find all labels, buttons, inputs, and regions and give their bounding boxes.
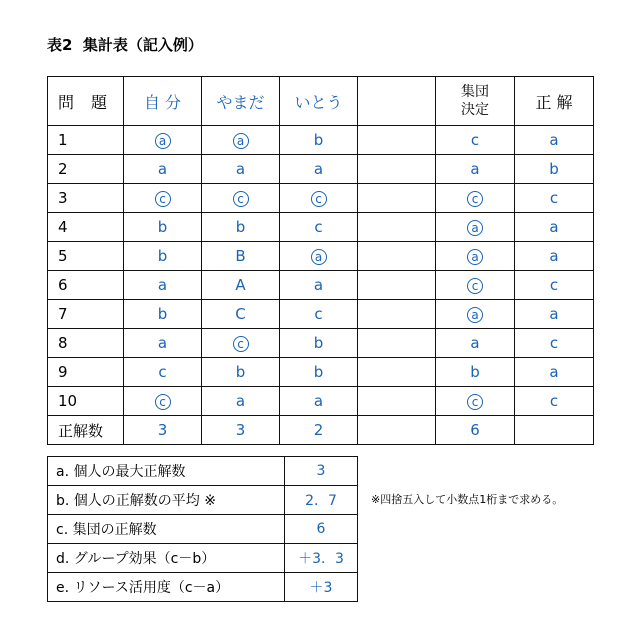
cell-itou: [280, 329, 358, 358]
answer-value: c: [314, 305, 323, 323]
cell-blank: [358, 358, 436, 387]
cell-blank: [358, 126, 436, 155]
header-group-line2: 決定: [461, 102, 489, 118]
answer-value: C: [235, 305, 246, 323]
header-row: [48, 77, 594, 126]
cell-yamada: [202, 155, 280, 184]
cell-itou: [280, 358, 358, 387]
cell-group: [436, 155, 515, 184]
summary-value: ＋3: [285, 573, 358, 602]
problem-number: [48, 271, 124, 300]
answer-value: 7: [58, 305, 68, 323]
summary-label: a. 個人の最大正解数: [48, 457, 285, 486]
summary-value: 2．7: [285, 486, 358, 515]
table-row: [48, 329, 594, 358]
totals-group: 6: [436, 416, 515, 445]
tally-table: [47, 76, 594, 445]
problem-number: [48, 213, 124, 242]
table-row: [48, 271, 594, 300]
cell-self: [124, 387, 202, 416]
summary-value: 6: [285, 515, 358, 544]
cell-blank: [358, 271, 436, 300]
table-row: [48, 213, 594, 242]
rounding-note: ※四捨五入して小数点1桁まで求める。: [371, 493, 564, 506]
totals-answer: [515, 416, 594, 445]
header-group-line1: 集団: [461, 84, 489, 100]
answer-value: 10: [58, 392, 78, 410]
answer-value: a: [313, 392, 324, 410]
cell-answer: [515, 271, 594, 300]
answer-value: 8: [58, 334, 68, 352]
problem-number: [48, 126, 124, 155]
answer-value: A: [235, 276, 246, 294]
cell-self: [124, 300, 202, 329]
answer-value: c: [470, 131, 480, 149]
problem-number: [48, 155, 124, 184]
cell-group: [436, 387, 515, 416]
answer-value: a: [313, 160, 324, 178]
header-group-decision: [436, 77, 515, 126]
circled-answer: c: [233, 191, 249, 207]
answer-value: a: [157, 334, 168, 352]
cell-self: [124, 126, 202, 155]
table-row: [48, 358, 594, 387]
answer-value: a: [157, 160, 168, 178]
answer-value: b: [470, 363, 480, 381]
header-answer: 正 解: [515, 77, 594, 126]
header-problem: 問 題: [48, 77, 124, 126]
problem-number: [48, 300, 124, 329]
cell-blank: [358, 213, 436, 242]
cell-self: [124, 184, 202, 213]
summary-row: [48, 486, 358, 515]
answer-value: c: [549, 189, 559, 207]
answer-value: c: [549, 392, 559, 410]
answer-value: b: [313, 334, 324, 352]
cell-group: [436, 300, 515, 329]
cell-group: [436, 329, 515, 358]
circled-answer: a: [467, 249, 483, 265]
cell-blank: [358, 329, 436, 358]
cell-yamada: [202, 387, 280, 416]
cell-itou: [280, 213, 358, 242]
circled-answer: c: [467, 191, 483, 207]
circled-answer: a: [467, 220, 483, 236]
answer-value: b: [235, 363, 246, 381]
answer-value: c: [549, 334, 559, 352]
answer-value: 5: [58, 247, 68, 265]
answer-value: a: [549, 247, 559, 265]
cell-answer: [515, 155, 594, 184]
cell-answer: [515, 242, 594, 271]
summary-label: e. リソース活用度（c－a）: [48, 573, 285, 602]
summary-label: d. グループ効果（c－b）: [48, 544, 285, 573]
cell-yamada: [202, 242, 280, 271]
answer-value: a: [235, 160, 246, 178]
circled-answer: c: [311, 191, 327, 207]
summary-table: [47, 456, 358, 602]
answer-value: b: [235, 218, 246, 236]
answer-value: c: [314, 218, 323, 236]
cell-blank: [358, 300, 436, 329]
cell-itou: [280, 155, 358, 184]
cell-group: [436, 358, 515, 387]
totals-yamada: 3: [202, 416, 280, 445]
answer-value: 1: [58, 131, 68, 149]
circled-answer: c: [467, 278, 483, 294]
header-yamada: やまだ: [202, 77, 280, 126]
summary-value: ＋3．3: [285, 544, 358, 573]
answer-value: b: [549, 160, 559, 178]
answer-value: 3: [58, 189, 68, 207]
answer-value: 9: [58, 363, 68, 381]
table-row: [48, 387, 594, 416]
answer-value: c: [549, 276, 559, 294]
summary-row: [48, 544, 358, 573]
circled-answer: c: [233, 336, 249, 352]
circled-answer: a: [233, 133, 249, 149]
answer-value: c: [158, 363, 167, 381]
summary-rows: [48, 457, 358, 602]
cell-answer: [515, 184, 594, 213]
cell-self: [124, 329, 202, 358]
answer-value: b: [157, 305, 168, 323]
summary-label: c. 集団の正解数: [48, 515, 285, 544]
header-itou: いとう: [280, 77, 358, 126]
cell-answer: [515, 213, 594, 242]
summary-row: [48, 515, 358, 544]
cell-answer: [515, 387, 594, 416]
answer-value: a: [549, 218, 559, 236]
answer-rows: [48, 126, 594, 416]
circled-answer: c: [155, 394, 171, 410]
cell-group: [436, 242, 515, 271]
circled-answer: a: [155, 133, 171, 149]
cell-blank: [358, 184, 436, 213]
summary-row: [48, 457, 358, 486]
answer-value: 6: [58, 276, 68, 294]
cell-yamada: [202, 271, 280, 300]
cell-group: [436, 184, 515, 213]
totals-label: 正解数: [48, 416, 124, 445]
cell-itou: [280, 184, 358, 213]
problem-number: [48, 242, 124, 271]
cell-yamada: [202, 213, 280, 242]
cell-yamada: [202, 358, 280, 387]
table-row: [48, 126, 594, 155]
circled-answer: a: [467, 307, 483, 323]
cell-yamada: [202, 300, 280, 329]
cell-blank: [358, 242, 436, 271]
cell-group: [436, 126, 515, 155]
answer-value: a: [549, 363, 559, 381]
problem-number: [48, 184, 124, 213]
answer-value: b: [313, 363, 324, 381]
summary-row: [48, 573, 358, 602]
answer-value: a: [235, 392, 246, 410]
header-blank: [358, 77, 436, 126]
circled-answer: a: [311, 249, 327, 265]
problem-number: [48, 387, 124, 416]
summary-value: 3: [285, 457, 358, 486]
cell-group: [436, 213, 515, 242]
totals-itou: 2: [280, 416, 358, 445]
totals-row: [48, 416, 594, 445]
answer-value: b: [157, 218, 168, 236]
circled-answer: c: [467, 394, 483, 410]
answer-value: b: [157, 247, 168, 265]
answer-value: a: [470, 334, 480, 352]
cell-answer: [515, 126, 594, 155]
header-self: 自 分: [124, 77, 202, 126]
answer-value: a: [470, 160, 480, 178]
answer-value: a: [157, 276, 168, 294]
cell-itou: [280, 242, 358, 271]
totals-self: 3: [124, 416, 202, 445]
cell-self: [124, 155, 202, 184]
cell-blank: [358, 155, 436, 184]
cell-itou: [280, 387, 358, 416]
cell-self: [124, 242, 202, 271]
answer-value: a: [549, 305, 559, 323]
problem-number: [48, 329, 124, 358]
table-row: [48, 184, 594, 213]
answer-value: a: [549, 131, 559, 149]
problem-number: [48, 358, 124, 387]
summary-label: b. 個人の正解数の平均 ※: [48, 486, 285, 515]
cell-blank: [358, 387, 436, 416]
cell-answer: [515, 358, 594, 387]
table-row: [48, 300, 594, 329]
cell-group: [436, 271, 515, 300]
answer-value: a: [313, 276, 324, 294]
cell-itou: [280, 271, 358, 300]
cell-answer: [515, 329, 594, 358]
table-row: [48, 242, 594, 271]
cell-answer: [515, 300, 594, 329]
answer-value: b: [313, 131, 324, 149]
cell-self: [124, 271, 202, 300]
answer-value: B: [235, 247, 246, 265]
table-title: 表2 集計表（記入例）: [47, 36, 203, 54]
table-row: [48, 155, 594, 184]
answer-value: 4: [58, 218, 68, 236]
answer-value: 2: [58, 160, 68, 178]
cell-self: [124, 358, 202, 387]
cell-yamada: [202, 184, 280, 213]
cell-yamada: [202, 329, 280, 358]
circled-answer: c: [155, 191, 171, 207]
totals-blank: [358, 416, 436, 445]
cell-self: [124, 213, 202, 242]
cell-itou: [280, 126, 358, 155]
cell-yamada: [202, 126, 280, 155]
cell-itou: [280, 300, 358, 329]
